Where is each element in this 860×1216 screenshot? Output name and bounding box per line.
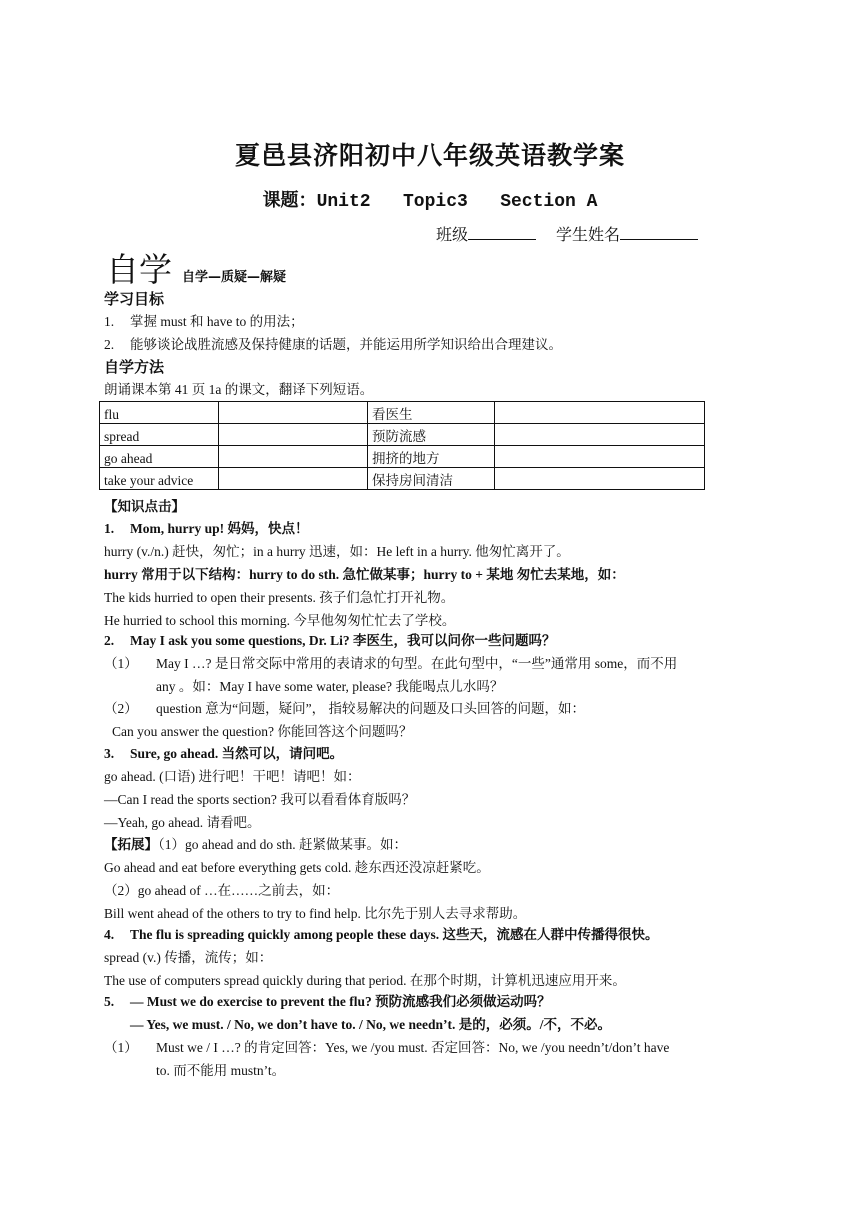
point-4: [104, 926, 659, 944]
point-1-text: Mom, hurry up! 妈妈，快点！: [130, 521, 309, 536]
answer-cell[interactable]: [219, 424, 368, 446]
text-line: —Yeah, go ahead. 请看吧。: [104, 815, 261, 830]
sub-num: （1）: [104, 656, 138, 671]
student-label: 学生姓名: [556, 227, 621, 244]
answer-cell[interactable]: [219, 446, 368, 468]
point-2-text: May I ask you some questions, Dr. Li? 李医生，我可以问你一些问题吗？: [130, 633, 556, 648]
subtitle-section: Section A: [500, 192, 598, 212]
lesson-subtitle: [0, 186, 860, 212]
class-blank[interactable]: [468, 225, 536, 240]
text-line: —Can I read the sports section? 我可以看看体育版吗？: [104, 792, 416, 807]
vocab-term: spread: [100, 424, 219, 446]
text-line: Bill went ahead of the others to try to find help. 比尔先于别人去寻求帮助。: [104, 906, 527, 921]
point-1: [104, 520, 309, 538]
text-line: — Yes, we must. / No, we don’t have to. / No, we needn’t. 是的，必须。/不，不必。: [130, 1017, 611, 1032]
text-line: Can you answer the question? 你能回答这个问题吗？: [112, 724, 413, 739]
point-2: [104, 632, 556, 650]
point-1-num: 1.: [104, 521, 115, 536]
table-row: [100, 424, 705, 446]
point-5: [104, 993, 551, 1011]
table-row: [100, 446, 705, 468]
vocab-term: 拥挤的地方: [368, 446, 495, 468]
vocab-term: flu: [100, 402, 219, 424]
subtitle-label: 课题：: [262, 190, 317, 211]
student-name-blank[interactable]: [620, 225, 698, 240]
text-line: Go ahead and eat before everything gets cold. 趁东西还没凉赶紧吃。: [104, 860, 490, 875]
vocab-term: 看医生: [368, 402, 495, 424]
class-label: 班级: [436, 227, 469, 244]
sub-text: May I …? 是日常交际中常用的表请求的句型。在此句型中，“一些”通常用 some，而不用: [156, 656, 678, 671]
sub-text: Must we / I …? 的肯定回答：Yes, we /you must. 否定回答：No, we /you needn’t/don’t have: [156, 1040, 670, 1055]
text-line: [104, 1039, 669, 1057]
answer-cell[interactable]: [495, 402, 705, 424]
text-line: [104, 836, 407, 854]
sub-text: question 意为“问题，疑问”， 指较易解决的问题及口头回答的问题，如：: [156, 701, 585, 716]
point-2-num: 2.: [104, 633, 115, 648]
goal-2: [104, 336, 562, 354]
text-line: The use of computers spread quickly during that period. 在那个时期，计算机迅速应用开来。: [104, 973, 626, 988]
point-5-text: — Must we do exercise to prevent the flu? 预防流感我们必须做运动吗？: [130, 994, 551, 1009]
point-3-text: Sure, go ahead. 当然可以，请问吧。: [130, 746, 344, 761]
document-title: 夏邑县济阳初中八年级英语教学案: [234, 141, 625, 170]
subtitle-unit: Unit2: [316, 192, 371, 212]
subtitle-topic: Topic3: [402, 192, 468, 212]
table-row: [100, 402, 705, 424]
sub-num: （1）: [104, 1040, 138, 1055]
method-heading: 自学方法: [104, 358, 165, 376]
method-text: 朗诵课本第 41 页 1a 的课文，翻译下列短语。: [104, 382, 374, 397]
self-study-header: [106, 244, 286, 291]
extension-text: （1）go ahead and do sth. 赶紧做某事。如：: [158, 837, 407, 852]
goals-heading: 学习目标: [104, 290, 165, 308]
self-study-small-label: 自学—质疑—解疑: [182, 270, 287, 285]
answer-cell[interactable]: [495, 468, 705, 490]
text-line: hurry (v./n.) 赶快，匆忙；in a hurry 迅速，如：He left in a hurry. 他匆忙离开了。: [104, 544, 570, 559]
text-line: hurry 常用于以下结构：hurry to do sth. 急忙做某事；hurry to + 某地 匆忙去某地，如：: [104, 567, 625, 582]
vocab-term: 预防流感: [368, 424, 495, 446]
goal-1: [104, 313, 304, 331]
knowledge-heading: 【知识点击】: [104, 499, 185, 514]
goal-2-num: 2.: [104, 337, 115, 352]
vocab-table: [99, 401, 705, 490]
point-3-num: 3.: [104, 746, 115, 761]
text-line: go ahead. (口语) 进行吧！干吧！请吧！如：: [104, 769, 361, 784]
vocab-term: go ahead: [100, 446, 219, 468]
table-row: [100, 468, 705, 490]
point-5-num: 5.: [104, 994, 115, 1009]
class-name-line: [436, 222, 698, 245]
text-line: spread (v.) 传播，流传；如：: [104, 950, 273, 965]
text-line: He hurried to school this morning. 今早他匆匆忙忙去了学校。: [104, 613, 456, 628]
goal-1-text: 掌握 must 和 have to 的用法；: [130, 314, 304, 329]
goal-1-num: 1.: [104, 314, 115, 329]
goal-2-text: 能够谈论战胜流感及保持健康的话题，并能运用所学知识给出合理建议。: [130, 337, 562, 352]
answer-cell[interactable]: [495, 446, 705, 468]
vocab-term: take your advice: [100, 468, 219, 490]
text-line: any 。如：May I have some water, please? 我能喝点儿水吗？: [156, 679, 504, 694]
sub-num: （2）: [104, 701, 138, 716]
point-3: [104, 745, 343, 763]
point-4-num: 4.: [104, 927, 115, 942]
text-line: to. 而不能用 mustn’t。: [156, 1063, 286, 1078]
text-line: [104, 700, 585, 718]
answer-cell[interactable]: [495, 424, 705, 446]
extension-label: 【拓展】: [104, 837, 158, 852]
point-4-text: The flu is spreading quickly among people these days. 这些天，流感在人群中传播得很快。: [130, 927, 659, 942]
vocab-term: 保持房间清洁: [368, 468, 495, 490]
answer-cell[interactable]: [219, 468, 368, 490]
self-study-big-label: 自学: [106, 250, 172, 289]
answer-cell[interactable]: [219, 402, 368, 424]
text-line: （2）go ahead of …在……之前去，如：: [104, 883, 340, 898]
text-line: The kids hurried to open their presents. 孩子们急忙打开礼物。: [104, 590, 455, 605]
text-line: [104, 655, 677, 673]
